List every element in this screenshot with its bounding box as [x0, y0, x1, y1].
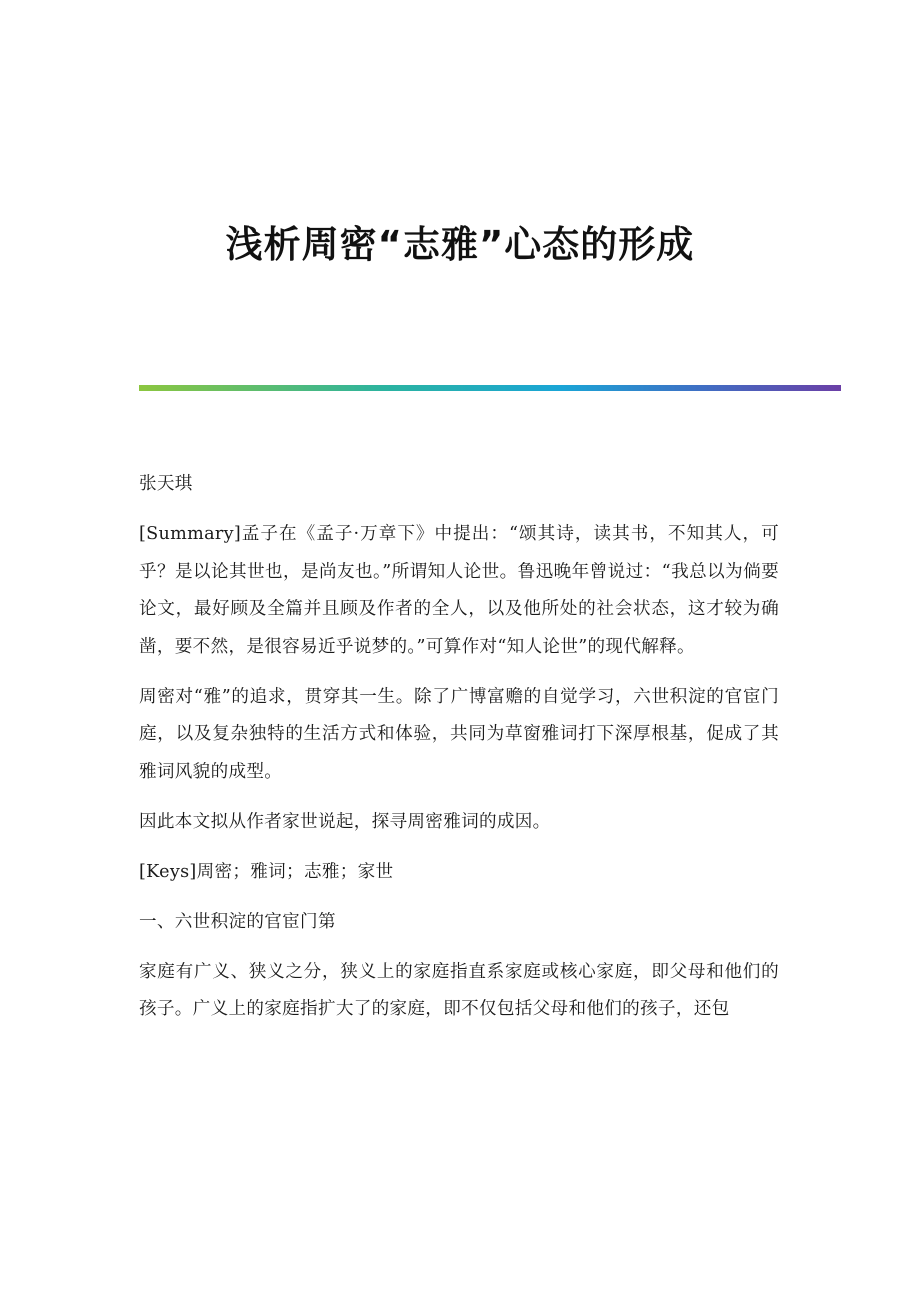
author-name: 张天琪	[139, 474, 193, 494]
section-heading: 一、六世积淀的官宦门第	[139, 911, 336, 932]
body-paragraph: 周密对“雅”的追求，贯穿其一生。除了广博富赡的自觉学习，六世积淀的官宦门庭，以及复杂独特的生活方式和体验，共同为草窗雅词打下深厚根基，促成了其雅词风貌的成型。	[139, 686, 779, 782]
body-paragraph: 家庭有广义、狭义之分，狭义上的家庭指直系家庭或核心家庭，即父母和他们的孩子。广义上的家庭指扩大了的家庭，即不仅包括父母和他们的孩子，还包	[139, 961, 779, 1019]
summary-paragraph: [Summary]孟子在《孟子·万章下》中提出：“颂其诗，读其书，不知其人，可乎？是以论其世也，是尚友也。”所谓知人论世。鲁迅晚年曾说过：“我总以为倘要论文，最好顾及全篇并且顾及作者的全人，以及他所处的社会状态，这才较为确凿，要不然，是很容易近乎说梦的。”可算作对“知人论世”的现代解释。	[139, 524, 779, 657]
body-paragraph: 因此本文拟从作者家世说起，探寻周密雅词的成因。	[139, 811, 551, 832]
document-body	[139, 466, 779, 1041]
document-title: 浅析周密“志雅”心态的形成	[225, 223, 695, 266]
title-divider	[139, 385, 841, 391]
keywords-paragraph: [Keys]周密；雅词；志雅；家世	[139, 861, 394, 882]
